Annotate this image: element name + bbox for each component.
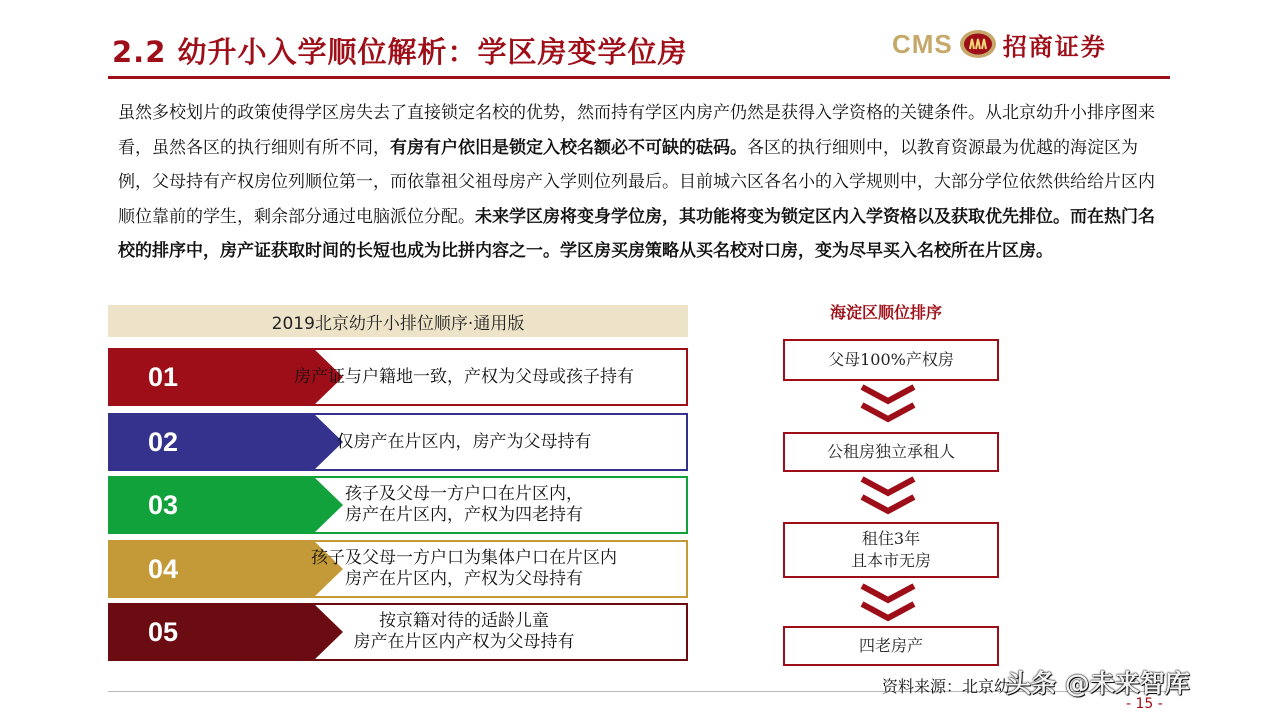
ranking-number: 01 (147, 361, 179, 392)
ranking-number: 04 (147, 553, 179, 584)
flow-step (783, 339, 999, 381)
flow-step (783, 432, 999, 472)
haidian-flow-title: 海淀区顺位排序 (829, 303, 942, 322)
body-paragraph (118, 96, 1168, 269)
ranking-line: 按京籍对待的适龄儿童 (379, 611, 549, 631)
ranking-line: 孩子及父母一方户口在片区内， (345, 484, 583, 504)
header-divider (108, 76, 1170, 79)
flow-step-line: 租住3年 (861, 529, 921, 548)
ranking-item (108, 603, 688, 661)
ranking-item (108, 476, 688, 534)
flow-step-line: 且本市无房 (850, 551, 931, 570)
page-title: 2.2 幼升小入学顺位解析：学区房变学位房 (112, 35, 688, 69)
ranking-line: 房产在片区内产权为父母持有 (353, 632, 575, 652)
down-chevron-icon (858, 381, 918, 427)
body-text-1: 虽然多校划片的政策使得学区房失去了直接锁定名校的优势，然而持有学区内房产仍然是获得入学资格的关键条件。从北京幼升小排序图来看，虽然各区的执行细则有所不同， (118, 103, 1155, 158)
down-chevron-icon (858, 580, 918, 626)
watermark: 头条 @未来智库 (1006, 669, 1190, 698)
ranking-line: 孩子及父母一方户口为集体户口在片区内 (311, 548, 617, 568)
ranking-text (248, 413, 680, 471)
ranking-text (248, 476, 680, 534)
ranking-number: 03 (147, 489, 179, 520)
ranking-text (248, 348, 680, 406)
logo-text: CMS (892, 28, 953, 59)
flow-step-line: 四老房产 (858, 636, 923, 655)
body-bold-1: 有房有户依旧是锁定入校名额必不可缺的砝码。 (390, 137, 747, 158)
ranking-text (248, 603, 680, 661)
body-bold-2: 未来学区房将变身学位房，其功能将变为锁定区内入学资格以及获取优先排位。而在热门名校的排序中，房产证获取时间的长短也成为比拼内容之一。学区房买房策略从买名校对口房，变为尽早买入名校所在片区房。 (118, 206, 1155, 261)
down-chevron-icon (858, 473, 918, 519)
ranking-item (108, 540, 688, 598)
company-logo (892, 24, 1107, 64)
flow-step (783, 522, 999, 578)
ranking-line: 仅房产在片区内，房产为父母持有 (336, 431, 592, 452)
ranking-number: 02 (147, 426, 179, 457)
logo-emblem-icon (959, 29, 997, 59)
ranking-item (108, 348, 688, 406)
flow-step (783, 626, 999, 666)
source-note: 资料来源：北京幼 (882, 677, 1011, 696)
ranking-line: 房产在片区内，产权为父母持有 (345, 569, 583, 589)
ranking-line: 房产在片区内，产权为四老持有 (345, 505, 583, 525)
ranking-banner: 2019北京幼升小排位顺序·通用版 (108, 305, 688, 337)
ranking-item (108, 413, 688, 471)
body-text-2: 各区的执行细则中，以教育资源最为优越的海淀区为例，父母持有产权房位列顺位第一，而依靠祖父祖母房产入学则位列最后。目前城六区各名小的入学规则中，大部分学位依然供给给片区内顺位靠前的学生，剩余部分通过电脑派位分配。 (118, 137, 1155, 227)
ranking-text (248, 540, 680, 598)
logo-chinese-name: 招商证券 (1002, 31, 1107, 61)
ranking-line: 房产证与户籍地一致，产权为父母或孩子持有 (294, 366, 634, 387)
flow-step-line: 公租房独立承租人 (826, 442, 955, 461)
ranking-number: 05 (147, 616, 179, 647)
page-number: - 15 - (1126, 696, 1163, 712)
flow-step-line: 父母100%产权房 (828, 350, 954, 369)
